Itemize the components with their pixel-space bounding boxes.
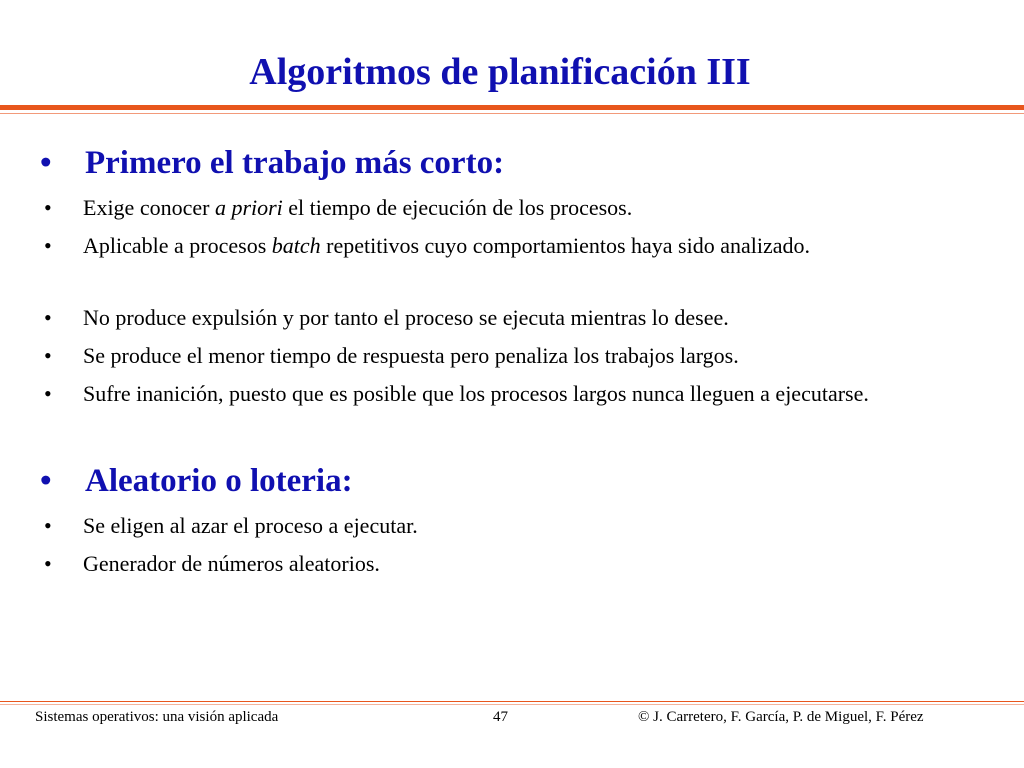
title-divider (0, 105, 1024, 110)
footer-book-title: Sistemas operativos: una visión aplicada (35, 709, 279, 725)
bullet: • (44, 305, 52, 330)
emphasis: batch (271, 233, 321, 258)
list-item-text: Generador de números aleatorios. (83, 551, 380, 576)
footer-authors: © J. Carretero, F. García, P. de Miguel, F. Pérez (638, 709, 924, 725)
list-item-text: Sufre inanición, puesto que es posible que los procesos largos nunca lleguen a ejecutarse. (83, 381, 869, 406)
bullet: • (40, 145, 52, 181)
emphasis: a priori (214, 195, 283, 220)
footer-divider-shadow (0, 704, 1024, 705)
slide-title: Algoritmos de planificación III (249, 51, 751, 93)
section-heading-text: Aleatorio o loteria: (85, 463, 353, 499)
title-divider-shadow (0, 113, 1024, 114)
bullet: • (44, 513, 52, 538)
bullet: • (44, 343, 52, 368)
bullet: • (44, 381, 52, 406)
page-number: 47 (493, 709, 508, 725)
footer-divider (0, 701, 1024, 702)
bullet: • (44, 195, 52, 220)
list-item-text: No produce expulsión y por tanto el proceso se ejecuta mientras lo desee. (83, 305, 729, 330)
list-item-text: Se eligen al azar el proceso a ejecutar. (83, 513, 418, 538)
list-item-text: Se produce el menor tiempo de respuesta pero penaliza los trabajos largos. (83, 343, 739, 368)
list-item-text: Exige conocer a priori el tiempo de ejecución de los procesos. (83, 195, 633, 220)
bullet: • (40, 463, 52, 499)
bullet: • (44, 551, 52, 576)
list-item-text: Aplicable a procesos batch repetitivos cuyo comportamientos haya sido analizado. (83, 233, 811, 258)
bullet: • (44, 233, 52, 258)
section-heading-text: Primero el trabajo más corto: (85, 145, 505, 181)
